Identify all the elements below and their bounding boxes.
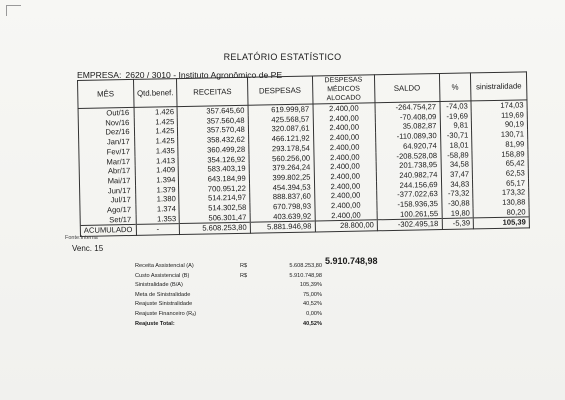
row-mes: Nov/16 (78, 118, 134, 129)
row-medicos: 2.400,00 (314, 171, 377, 182)
row-despesas: 454.394,53 (249, 182, 314, 193)
row-despesas: 293.178,54 (249, 143, 314, 154)
row-sinistralidade: 130,71 (472, 129, 528, 140)
row-mes: Abr/17 (79, 166, 135, 177)
summary-label: Reajuste Sinistralidade (135, 301, 193, 308)
row-sinistralidade: 62,53 (473, 168, 529, 179)
row-medicos: 2.400,00 (314, 181, 377, 192)
row-receitas: 354.126,92 (178, 154, 248, 165)
empresa-label: EMPRESA: (77, 70, 122, 80)
header-saldo: SALDO (374, 74, 439, 103)
row-qtd: 1.425 (134, 126, 178, 137)
row-percent: 18,01 (440, 140, 472, 150)
row-receitas: 514.214,97 (179, 193, 249, 204)
row-sinistralidade: 81,99 (472, 139, 528, 150)
summary-row (135, 281, 335, 291)
row-receitas: 643.184,99 (179, 174, 249, 185)
row-despesas: 399.802,25 (249, 172, 314, 183)
row-receitas: 357.560,48 (178, 115, 248, 126)
summary-value: 75,00% (303, 291, 322, 298)
header-qtd-benef: Qtd.benef. (133, 79, 177, 108)
row-medicos: 2.400,00 (315, 210, 378, 221)
summary-value: 5.608.253,80 (289, 263, 322, 269)
row-saldo: 100.261,55 (377, 209, 442, 220)
row-percent: -73,32 (441, 189, 473, 199)
row-medicos: 2.400,00 (314, 191, 377, 202)
row-saldo: -377.022,63 (377, 189, 442, 200)
row-percent: 37,47 (441, 169, 473, 179)
row-despesas: 379.264,24 (249, 163, 314, 174)
row-mes: Ago/17 (80, 205, 136, 216)
row-saldo: -158.936,35 (377, 199, 442, 210)
custo-total-highlight: 5.910.748,98 (325, 256, 378, 266)
row-medicos: 2.400,00 (314, 161, 377, 172)
acumulado-receitas: 5.608.253,80 (180, 223, 251, 235)
row-mes: Jan/17 (79, 137, 135, 148)
row-medicos: 2.400,00 (313, 113, 376, 124)
summary-block (135, 262, 335, 329)
row-mes: Mar/17 (79, 156, 135, 167)
row-percent: 34,83 (441, 179, 473, 189)
summary-row (135, 300, 335, 310)
row-receitas: 357.570,48 (178, 125, 248, 136)
row-sinistralidade: 119,69 (471, 110, 527, 121)
row-sinistralidade: 65,42 (472, 159, 528, 170)
row-mes: Mai/17 (79, 176, 135, 187)
row-mes: Out/16 (78, 107, 134, 118)
acumulado-qtd: - (136, 224, 180, 236)
row-qtd: 1.353 (136, 214, 180, 225)
row-medicos: 2.400,00 (313, 103, 376, 114)
row-percent: -74,03 (439, 101, 471, 112)
row-despesas: 320.087,61 (248, 124, 313, 135)
row-saldo: -70.408,09 (375, 112, 440, 123)
row-qtd: 1.409 (135, 165, 179, 176)
summary-value: 40,52% (303, 320, 322, 327)
row-medicos: 2.400,00 (314, 152, 377, 163)
header-percent: % (439, 73, 471, 102)
row-medicos: 2.400,00 (313, 142, 376, 153)
acumulado-label: ACUMULADO (80, 225, 136, 237)
header-mes: MÊS (78, 79, 134, 108)
row-saldo: -110.089,30 (376, 131, 441, 142)
report-title: RELATÓRIO ESTATÍSTICO (223, 52, 342, 62)
summary-row (135, 310, 335, 320)
acumulado-saldo: -302.495,18 (377, 219, 442, 231)
row-saldo: 240.982,74 (376, 170, 441, 181)
summary-label: Reajuste Total: (135, 320, 175, 327)
row-saldo: -208.528,08 (376, 151, 441, 162)
row-despesas: 670.798,93 (250, 201, 315, 212)
row-percent: -58,89 (440, 150, 472, 160)
summary-value: 40,52% (303, 301, 322, 308)
summary-label: Meta de Sinistralidade (135, 291, 191, 298)
summary-value: 105,39% (299, 282, 322, 289)
row-mes: Fev/17 (79, 147, 135, 158)
row-despesas: 425.568,57 (248, 114, 313, 125)
statistics-table-wrapper (77, 71, 530, 237)
row-mes: Dez/16 (78, 127, 134, 138)
row-percent: 34,58 (441, 160, 473, 170)
row-saldo: -264.754,27 (375, 102, 440, 113)
row-despesas: 888.837,60 (249, 192, 314, 203)
row-percent: 19,80 (442, 208, 474, 219)
row-sinistralidade: 65,17 (473, 178, 529, 189)
row-qtd: 1.425 (134, 117, 178, 128)
header-despesas-medicos: DESPESAS MÉDICOS ALOCADO (312, 75, 375, 104)
row-receitas: 360.499,28 (178, 145, 248, 156)
row-qtd: 1.413 (135, 156, 179, 167)
row-despesas: 619.999,87 (248, 104, 313, 115)
header-receitas: RECEITAS (177, 77, 248, 106)
summary-row (135, 262, 335, 272)
row-sinistralidade: 174,03 (471, 100, 527, 111)
row-mes: Jul/17 (80, 195, 136, 206)
summary-currency: R$ (240, 263, 248, 269)
row-sinistralidade: 158,89 (472, 149, 528, 160)
row-saldo: 244.156,69 (377, 180, 442, 191)
summary-row (135, 291, 335, 301)
row-medicos: 2.400,00 (313, 132, 376, 143)
row-despesas: 560.256,00 (249, 153, 314, 164)
row-qtd: 1.394 (135, 175, 179, 186)
row-saldo: 35.082,87 (375, 121, 440, 132)
row-medicos: 2.400,00 (313, 123, 376, 134)
summary-label: Sinistralidade (B/A) (135, 282, 183, 289)
summary-row (135, 272, 335, 282)
row-sinistralidade: 130,88 (473, 197, 529, 208)
row-sinistralidade: 90,19 (472, 120, 528, 131)
summary-currency: R$ (240, 272, 248, 279)
summary-value: 5.910.748,98 (289, 272, 322, 279)
row-receitas: 357.645,60 (177, 105, 247, 117)
row-percent: -30,88 (441, 198, 473, 208)
row-sinistralidade: 173,32 (473, 188, 529, 199)
row-mes: Set/17 (80, 215, 136, 226)
row-receitas: 514.302,58 (179, 203, 249, 214)
row-despesas: 403.639,92 (250, 211, 315, 222)
row-sinistralidade: 80,20 (473, 207, 529, 218)
header-despesas: DESPESAS (247, 76, 312, 105)
venc-label: Venc. 15 (72, 244, 104, 253)
row-qtd: 1.425 (134, 136, 178, 147)
source-note: Fonte:Interna (65, 235, 98, 241)
row-qtd: 1.426 (134, 107, 178, 118)
row-saldo: 201.738,95 (376, 160, 441, 171)
acumulado-percent: -5,39 (442, 218, 474, 229)
summary-value: 0,00% (306, 310, 322, 317)
summary-label: Reajuste Financeiro (Rₐ) (135, 310, 197, 317)
empresa-value: 2620 / 3010 - Instituto Agronômico de PE (125, 70, 283, 80)
acumulado-sinistralidade: 105,39 (473, 217, 529, 229)
scan-corner-mark (6, 5, 21, 16)
row-despesas: 466.121,92 (248, 134, 313, 145)
row-receitas: 583.403,19 (179, 164, 249, 175)
acumulado-medicos: 28.800,00 (315, 220, 378, 232)
row-receitas: 358.432,62 (178, 135, 248, 146)
statistics-table (77, 71, 530, 237)
summary-label: Receita Assistencial (A) (135, 263, 194, 269)
row-percent: -30,71 (440, 131, 472, 141)
summary-label: Custo Assistencial (B) (135, 272, 190, 279)
row-qtd: 1.379 (135, 185, 179, 196)
row-qtd: 1.374 (135, 204, 179, 215)
header-sinistralidade: sinistralidade (471, 72, 527, 101)
row-percent: -19,69 (440, 111, 472, 121)
row-percent: 9,81 (440, 121, 472, 131)
row-saldo: 64.920,74 (376, 141, 441, 152)
acumulado-despesas: 5.881.946,98 (250, 221, 315, 233)
row-receitas: 700.951,22 (179, 183, 249, 194)
row-receitas: 506.301,47 (180, 212, 250, 224)
row-qtd: 1.435 (134, 146, 178, 157)
row-qtd: 1.380 (135, 194, 179, 205)
summary-row (135, 320, 335, 330)
row-mes: Jun/17 (80, 186, 136, 197)
row-medicos: 2.400,00 (314, 200, 377, 211)
